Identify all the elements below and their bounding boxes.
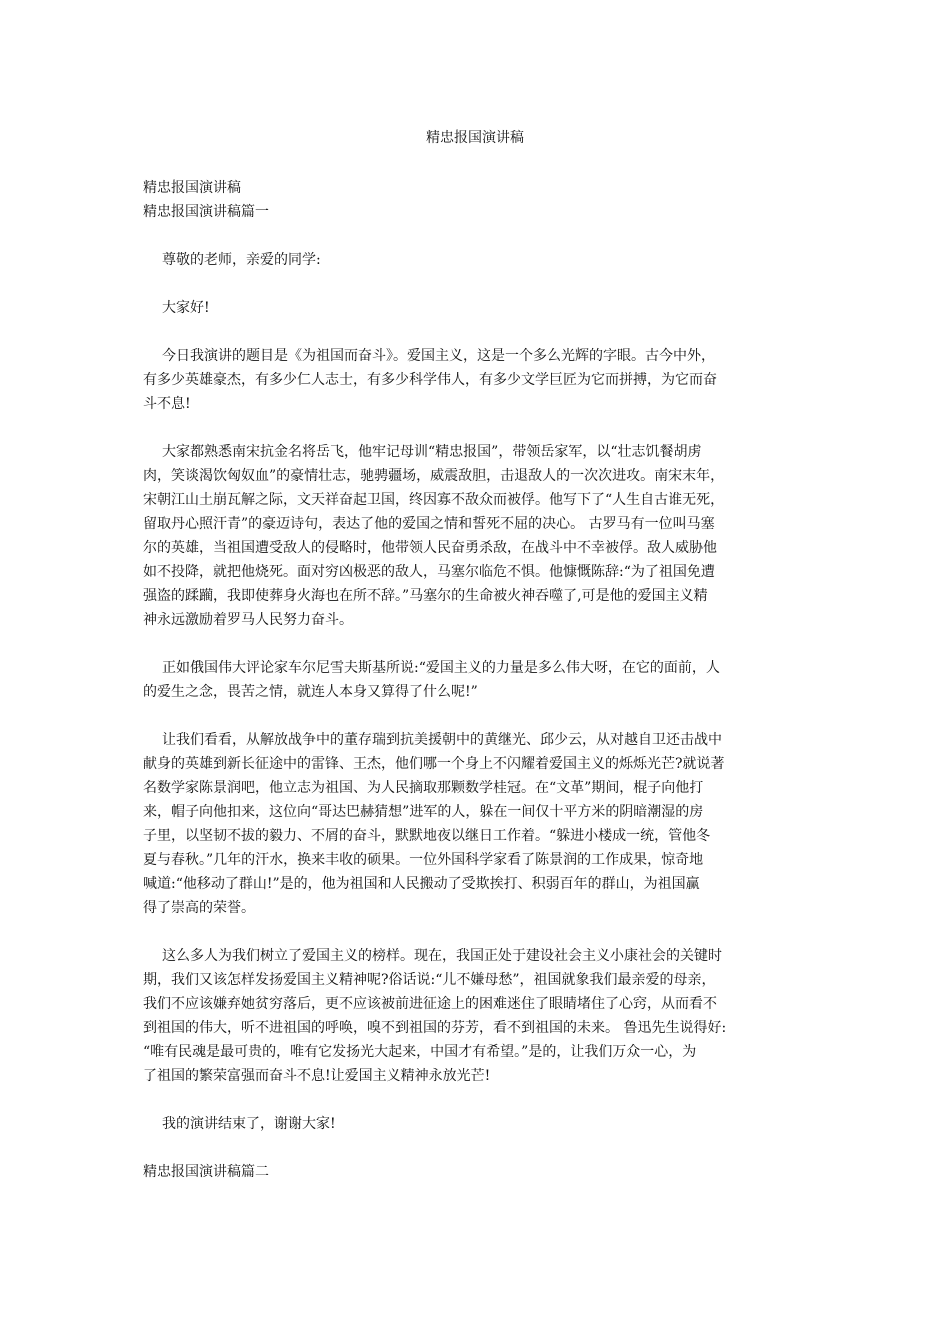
paragraph-line: 正如俄国伟大评论家车尔尼雪夫斯基所说:“爱国主义的力量是多么伟大呀，在它的面前，人 bbox=[162, 660, 720, 676]
paragraph-4 bbox=[143, 728, 807, 920]
paragraph-line: 得了崇高的荣誉。 bbox=[143, 900, 255, 916]
paragraph-line: 肉，笑谈渴饮匈奴血”的豪情壮志，驰骋疆场，威震敌胆，击退敌人的一次次进攻。南宋末年， bbox=[143, 468, 725, 484]
paragraph-line: 献身的英雄到新长征途中的雷锋、王杰，他们哪一个身上不闪耀着爱国主义的烁烁光芒?就说著 bbox=[143, 756, 725, 772]
paragraph-line: 到祖国的伟大，听不进祖国的呼唤，嗅不到祖国的芬芳，看不到祖国的未来。 鲁迅先生说得好: bbox=[143, 1020, 727, 1036]
document-title: 精忠报国演讲稿 bbox=[426, 130, 524, 146]
paragraph-5 bbox=[143, 944, 807, 1088]
section-two-heading: 精忠报国演讲稿篇二 bbox=[143, 1164, 269, 1180]
hello: 大家好! bbox=[162, 300, 210, 316]
paragraph-line: 大家都熟悉南宋抗金名将岳飞，他牢记母训“精忠报国”，带领岳家军，以“壮志饥餐胡虏 bbox=[162, 444, 702, 460]
paragraph-line: 的爱生之念，畏苦之情，就连人本身又算得了什么呢!” bbox=[143, 684, 478, 700]
greeting: 尊敬的老师，亲爱的同学: bbox=[162, 252, 321, 268]
closing-line: 我的演讲结束了，谢谢大家! bbox=[162, 1116, 336, 1132]
paragraph-line: 强盗的蹂躏，我即使葬身火海也在所不辞。”马塞尔的生命被火神吞噬了,可是他的爱国主义精 bbox=[143, 588, 708, 604]
paragraph-line: 名数学家陈景润吧，他立志为祖国、为人民摘取那颗数学桂冠。在“文革”期间，棍子向他打 bbox=[143, 780, 704, 796]
paragraph-line: 了祖国的繁荣富强而奋斗不息!让爱国主义精神永放光芒! bbox=[143, 1068, 491, 1084]
paragraph-line: 尔的英雄，当祖国遭受敌人的侵略时，他带领人民奋勇杀敌，在战斗中不幸被俘。敌人威胁他 bbox=[143, 540, 717, 556]
paragraph-line: 留取丹心照汗青”的豪迈诗句，表达了他的爱国之情和誓死不屈的决心。 古罗马有一位叫马塞 bbox=[143, 516, 715, 532]
heading-line: 精忠报国演讲稿 bbox=[143, 180, 241, 196]
paragraph-line: 今日我演讲的题目是《为祖国而奋斗》。爱国主义，这是一个多么光辉的字眼。古今中外， bbox=[162, 348, 715, 364]
section-one-heading: 精忠报国演讲稿篇一 bbox=[143, 204, 269, 220]
paragraph-2 bbox=[143, 440, 807, 632]
paragraph-line: 喊道:“他移动了群山!”是的，他为祖国和人民搬动了受欺挨打、积弱百年的群山，为祖国赢 bbox=[143, 876, 700, 892]
paragraph-line: 我们不应该嫌弃她贫穷落后，更不应该被前进征途上的困难迷住了眼睛堵住了心窍，从而看不 bbox=[143, 996, 717, 1012]
paragraph-line: “唯有民魂是最可贵的，唯有它发扬光大起来，中国才有希望。”是的，让我们万众一心，为 bbox=[143, 1044, 697, 1060]
paragraph-line: 神永远激励着罗马人民努力奋斗。 bbox=[143, 612, 353, 628]
paragraph-line: 让我们看看，从解放战争中的董存瑞到抗美援朝中的黄继光、邱少云，从对越自卫还击战中 bbox=[162, 732, 722, 748]
document-body bbox=[143, 176, 807, 1184]
paragraph-line: 来，帽子向他扣来，这位向“哥达巴赫猜想”进军的人，躲在一间仅十平方米的阴暗潮湿的房 bbox=[143, 804, 704, 820]
paragraph-line: 夏与春秋。”几年的汗水，换来丰收的硕果。一位外国科学家看了陈景润的工作成果，惊奇地 bbox=[143, 852, 704, 868]
paragraph-line: 这么多人为我们树立了爱国主义的榜样。现在，我国正处于建设社会主义小康社会的关键时 bbox=[162, 948, 722, 964]
paragraph-line: 斗不息! bbox=[143, 396, 191, 412]
paragraph-line: 宋朝江山土崩瓦解之际，文天祥奋起卫国，终因寡不敌众而被俘。他写下了“人生自古谁无死， bbox=[143, 492, 725, 508]
paragraph-line: 如不投降，就把他烧死。面对穷凶极恶的敌人，马塞尔临危不惧。他慷慨陈辞:“为了祖国免遭 bbox=[143, 564, 715, 580]
paragraph-3 bbox=[143, 656, 807, 704]
paragraph-line: 期，我们又该怎样发扬爱国主义精神呢?俗话说:“儿不嫌母愁”，祖国就象我们最亲爱的母亲， bbox=[143, 972, 716, 988]
paragraph-line: 子里，以坚韧不拔的毅力、不屑的奋斗，默默地夜以继日工作着。“躲进小楼成一统，管他冬 bbox=[143, 828, 711, 844]
paragraph-line: 有多少英雄豪杰，有多少仁人志士，有多少科学伟人，有多少文学巨匠为它而拼搏，为它而奋 bbox=[143, 372, 717, 388]
paragraph-1 bbox=[143, 344, 807, 416]
